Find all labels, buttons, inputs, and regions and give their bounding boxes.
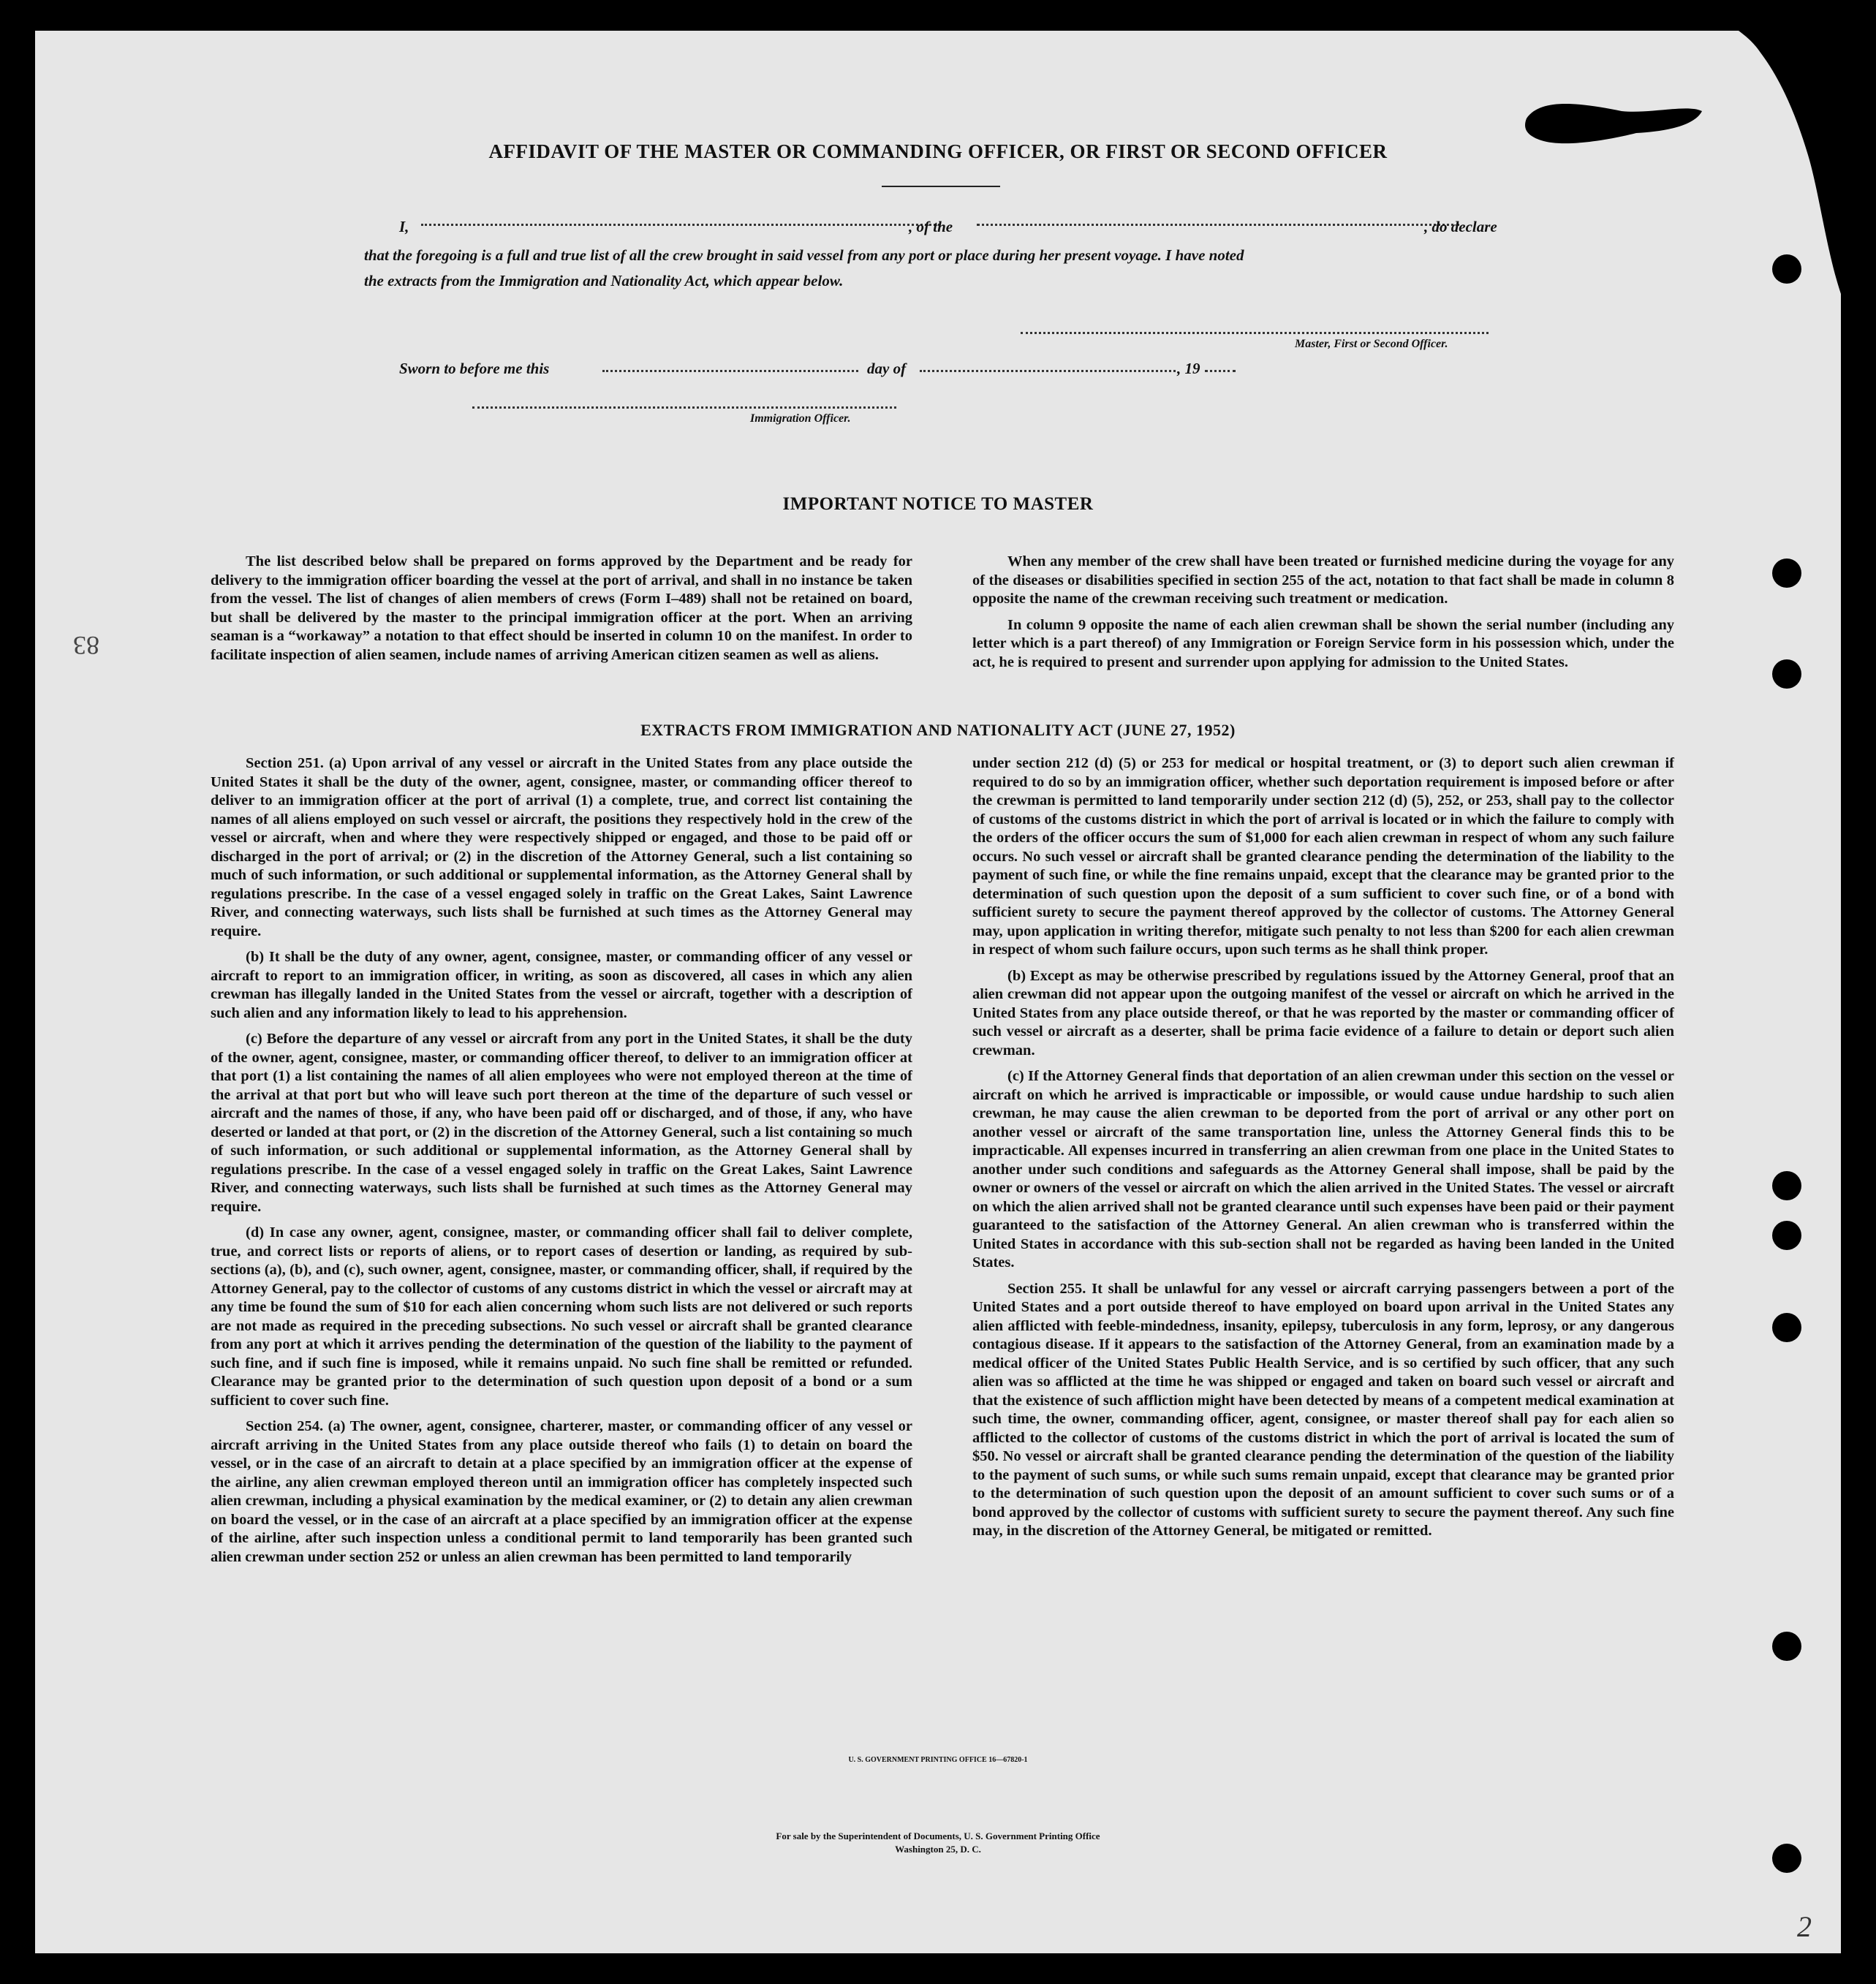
- printing-office-line: U. S. GOVERNMENT PRINTING OFFICE 16—67820-1: [848, 1756, 1028, 1764]
- notice-right-paragraph: When any member of the crew shall have been treated or furnished medicine during the voyage for any of the diseases or disabilities specified in section 255 of the act, notation to that fact shall be made in column 8 opposite the name of the crewman receiving such treatment or medication.: [972, 553, 1674, 607]
- punch-hole: [1772, 254, 1801, 284]
- punch-hole: [1772, 1632, 1801, 1661]
- extract-paragraph: Section 255. It shall be unlawful for any vessel or aircraft carrying passengers between a port of the United States and a port outside thereof to have employed on board upon arrival in the United States any alien afflicted with feeble-mindedness, insanity, epilepsy, tuberculosis in any form, leprosy, or any dangerous contagious disease. If it appears to the satisfaction of the Attorney General, from an examination made by a medical officer of the United States Public Health Service, and is so certified by such officer, that any such alien was so afflicted at the time he was shipped or engaged and taken on board such vessel or aircraft and that the existence of such affliction might have been detected by means of a competent medical examination at such time, the owner, commanding officer, agent, consignee, or master thereof shall pay for each alien so afflicted to the collector of customs of the customs district in which the port of arrival is located the sum of $50. No vessel or aircraft shall be granted clearance pending the determination of the question of the liability to the payment of such sums, or while such sums remain unpaid, except that clearance may be granted prior to the determination of such question upon the deposit of an amount sufficient to cover such sums or of a bond approved by the collector of customs with sufficient surety to secure the payment thereof. Any such fine may, in the discretion of the Attorney General, be mitigated or remitted.: [972, 1280, 1674, 1539]
- master-caption: Master, First or Second Officer.: [1295, 338, 1448, 350]
- extract-paragraph: (b) It shall be the duty of any owner, agent, consignee, master, or commanding officer of any vessel or aircraft to report to an immigration officer, in writing, as soon as discovered, all cases in which any alien crewman has illegally landed in the United States from the vessel or aircraft, together with a description of such alien and any information likely to lead to his apprehension.: [211, 949, 912, 1021]
- extracts-right-column: [972, 754, 1674, 1548]
- page-mark: 2: [1797, 1910, 1812, 1943]
- vessel-field[interactable]: [977, 224, 1459, 226]
- extracts-left-column: [211, 754, 912, 1574]
- punch-hole: [1772, 1221, 1801, 1250]
- i-label: I,: [399, 218, 409, 235]
- officer-caption: Immigration Officer.: [750, 412, 851, 425]
- officer-signature-field[interactable]: [472, 406, 896, 409]
- extracts-title: EXTRACTS FROM IMMIGRATION AND NATIONALITY ACT (JUNE 27, 1952): [640, 721, 1236, 739]
- margin-number: 83: [73, 631, 99, 660]
- declaration-line-1: that the foregoing is a full and true list of all the crew brought in said vessel from any port or place during her present voyage. I have noted: [364, 246, 1244, 264]
- sworn-label: Sworn to before me this: [399, 360, 550, 377]
- notice-right-paragraph: In column 9 opposite the name of each alien crewman shall be shown the serial number (including any letter which is a part thereof) of any Immigration or Foreign Service form in his possession which, under the act, he is required to present and surrender upon applying for admission to the United States.: [972, 616, 1674, 670]
- for-sale-line-1: For sale by the Superintendent of Documents, U. S. Government Printing Office: [776, 1830, 1100, 1841]
- punch-hole: [1772, 1313, 1801, 1342]
- extract-paragraph: under section 212 (d) (5) or 253 for medical or hospital treatment, or (3) to deport such alien crewman if required to do so by an immigration officer, whether such deportation requirement is imposed before or after the crewman is permitted to land temporarily under section 212 (d) (5), 252, or 253, shall pay to the collector of customs of the customs district in which the port of arrival is located or in which the failure to comply with the orders of the officer occurs the sum of $1,000 for each alien crewman in respect of whom any such failure occurs. No such vessel or aircraft shall be granted clearance pending the determination of the liability to the payment of such fine, or while the fine remains unpaid, except that the clearance may be granted prior to the determination of such question upon the deposit of a sum sufficient to cover such fine, or of a bond with sufficient surety to secure the payment thereof approved by the collector of customs. The Attorney General may, upon application in writing therefor, mitigate such penalty to not less than $200 for each alien crewman in respect of whom such failure occurs, upon such terms as he shall think proper.: [972, 755, 1674, 958]
- of-the-label: , of the: [909, 218, 953, 235]
- sworn-day-field[interactable]: [602, 370, 858, 372]
- extract-paragraph: Section 254. (a) The owner, agent, consignee, charterer, master, or commanding officer of any vessel or aircraft arriving in the United States from any place outside thereof who fails (1) to detain on board the vessel, or in the case of an aircraft to detain at a place specified by an immigration officer at the expense of the airline, any alien crewman employed thereon until an immigration officer has completely inspected such alien crewman, including a physical examination by the medical examiner, or (2) to detain any alien crewman on board the vessel, or in the case of an aircraft at a place specified by an immigration officer at the expense of the airline, after such inspection unless a conditional permit to land temporarily has been granted such alien crewman under section 252 or unless an alien crewman has been permitted to land temporarily: [211, 1418, 912, 1565]
- extract-paragraph: (c) If the Attorney General finds that deportation of an alien crewman under this section on the vessel or aircraft on which he arrived is impracticable or impossible, or would cause undue hardship to such alien crewman, he may cause the alien crewman to be deported from the port of arrival or any other port on another vessel or aircraft of the same transportation line, unless the Attorney General finds this to be impracticable. All expenses incurred in transferring an alien crewman from one place in the United States to another under such conditions and safeguards as the Attorney General shall impose, shall be paid by the owner or owners of the vessel or aircraft on which the alien arrived in the United States. The vessel or aircraft on which the alien arrived shall not be granted clearance until such expenses have been paid or their payment guaranteed to the satisfaction of the Attorney General. An alien crewman who is transferred within the United States in accordance with this sub-section shall not be regarded as having been landed in the United States.: [972, 1068, 1674, 1271]
- punch-hole: [1772, 1171, 1801, 1200]
- sworn-year-field[interactable]: [1205, 370, 1236, 372]
- punch-hole: [1772, 659, 1801, 689]
- notice-title: IMPORTANT NOTICE TO MASTER: [782, 494, 1094, 514]
- document-page: [35, 31, 1841, 1953]
- master-signature-field[interactable]: [1021, 332, 1489, 334]
- notice-left-column: [211, 553, 912, 672]
- sworn-month-field[interactable]: [920, 370, 1176, 372]
- extract-paragraph: (d) In case any owner, agent, consignee, master, or commanding officer shall fail to deliver complete, true, and correct lists or reports of aliens, or to report cases of desertion or landing, as required by sub-sections (a), (b), and (c), such owner, agent, consignee, master, or commanding officer, shall, if required by the Attorney General, pay to the collector of customs of any customs district in which the vessel or aircraft may at any time be found the sum of $10 for each alien concerning whom such lists are not delivered or such reports are not made as required in the preceding subsections. No such vessel or aircraft shall be granted clearance from any port at which it arrives pending the determination of the question of the liability to the payment of such fine, and if such fine is imposed, while it remains unpaid. No such fine shall be remitted or refunded. Clearance may be granted prior to the determination of such question upon deposit of a bond or a sum sufficient to cover such fine.: [211, 1224, 912, 1409]
- do-declare-label: , do declare: [1424, 218, 1497, 235]
- declaration-line-2: the extracts from the Immigration and Nationality Act, which appear below.: [364, 272, 844, 289]
- name-field[interactable]: [421, 224, 940, 226]
- extract-paragraph: (b) Except as may be otherwise prescribed by regulations issued by the Attorney General, proof that an alien crewman did not appear upon the outgoing manifest of the vessel or aircraft on which he arrived in the United States from any place outside thereof, or that he was reported by the master or commanding officer of such vessel or aircraft as a deserter, shall be prima facie evidence of a failure to detain or deport such alien crewman.: [972, 967, 1674, 1059]
- notice-right-column: [972, 553, 1674, 679]
- punch-hole: [1772, 559, 1801, 588]
- day-of-label: day of: [867, 360, 907, 377]
- affidavit-title: AFFIDAVIT OF THE MASTER OR COMMANDING OFFICER, OR FIRST OR SECOND OFFICER: [488, 140, 1388, 162]
- punch-hole: [1772, 1844, 1801, 1873]
- notice-left-paragraph: The list described below shall be prepared on forms approved by the Department and be ready for delivery to the immigration officer boarding the vessel at the port of arrival, and shall in no instance be taken from the vessel. The list of changes of alien members of crews (Form I–489) shall not be retained on board, but shall be delivered by the master to the principal immigration officer at the port. When an arriving seaman is a “workaway” a notation to that effect should be inserted in column 10 on the manifest. In order to facilitate inspection of alien seamen, include names of arriving American citizen seamen as well as aliens.: [211, 553, 912, 663]
- extract-paragraph: Section 251. (a) Upon arrival of any vessel or aircraft in the United States from any place outside the United States it shall be the duty of the owner, agent, consignee, master, or commanding officer thereof to deliver to an immigration officer at the port of arrival (1) a complete, true, and correct list containing the names of all aliens employed on such vessel or aircraft, the positions they respectively hold in the crew of the vessel or aircraft, when and where they were respectively shipped or engaged, and those to be paid off or discharged in the port of arrival; or (2) in the discretion of the Attorney General, such a list containing so much of such information, or such additional or supplemental information, as the Attorney General shall by regulations prescribe. In the case of a vessel engaged solely in traffic on the Great Lakes, Saint Lawrence River, and connecting waterways, such lists shall be furnished at such times as the Attorney General may require.: [211, 755, 912, 939]
- for-sale-line-2: Washington 25, D. C.: [895, 1844, 981, 1855]
- year-prefix: , 19: [1177, 360, 1200, 377]
- extract-paragraph: (c) Before the departure of any vessel or aircraft from any port in the United States, it shall be the duty of the owner, agent, consignee, master, or commanding officer thereof, to deliver to an immigration officer at that port (1) a list containing the names of all alien employees who were not employed thereon at the time of the arrival at that port but who will leave such port thereon at the time of the departure of such vessel or aircraft and the names of those, if any, who have been paid off or discharged, and of those, if any, who have deserted or landed at that port, or (2) in the discretion of the Attorney General, such a list containing so much of such information, or such additional or supplemental information, as the Attorney General shall by regulations prescribe. In the case of a vessel engaged solely in traffic on the Great Lakes, Saint Lawrence River, and connecting waterways, such lists shall be furnished at such times as the Attorney General may require.: [211, 1031, 912, 1215]
- title-underline: [882, 186, 1000, 187]
